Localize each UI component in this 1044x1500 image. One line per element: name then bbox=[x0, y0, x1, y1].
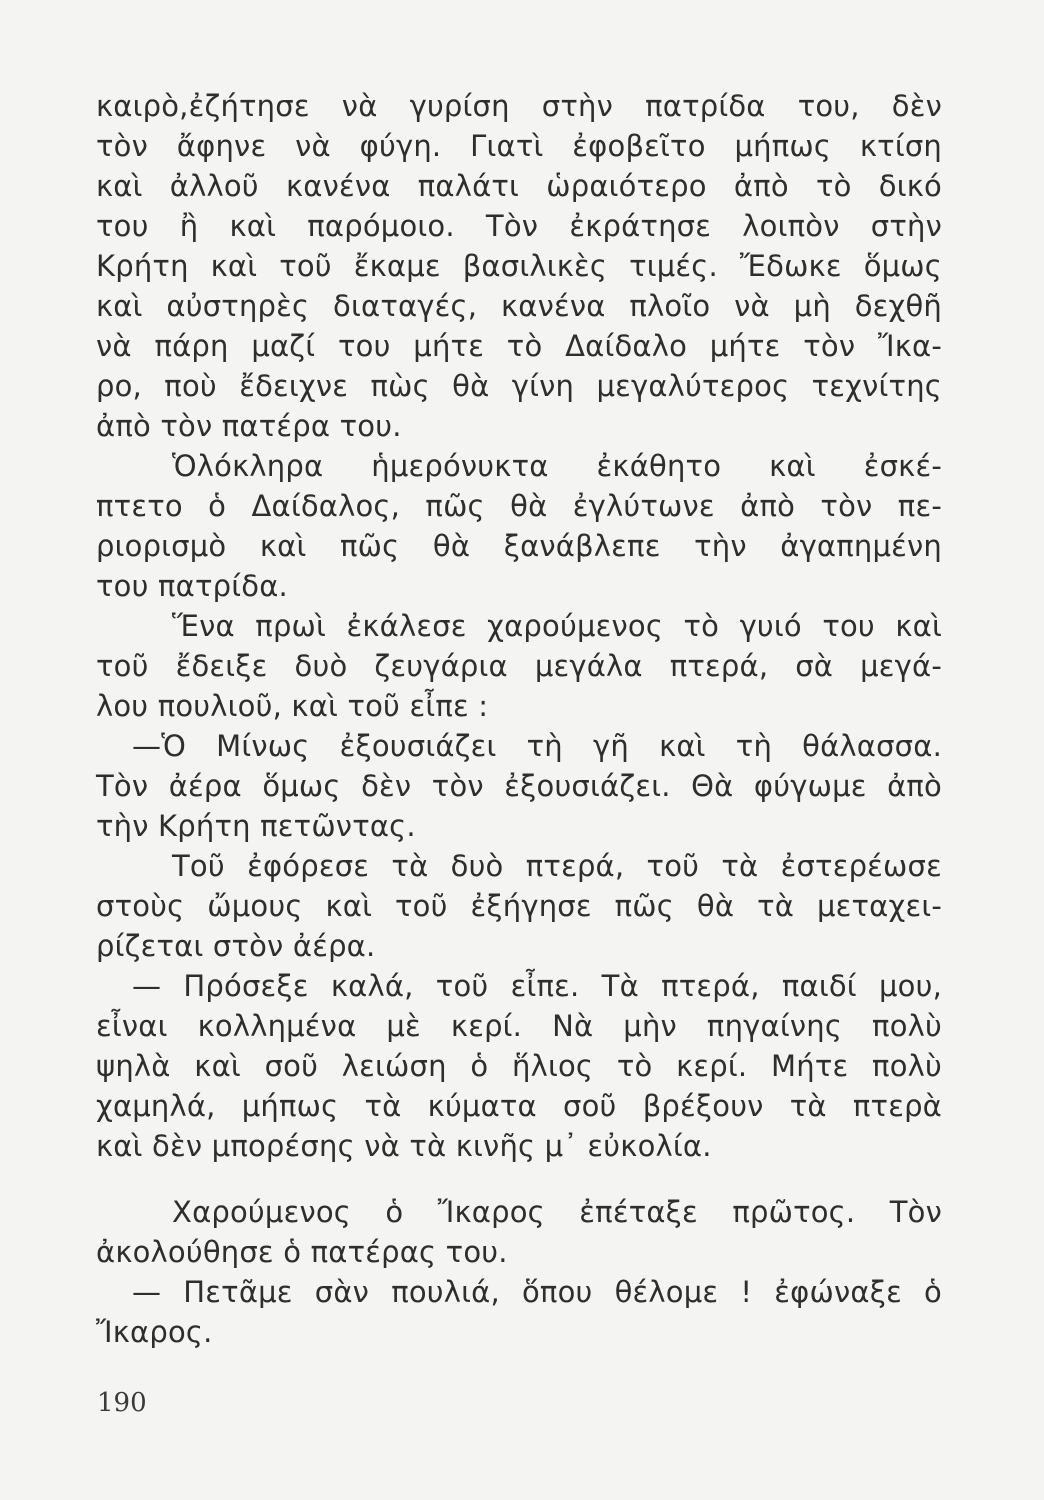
text-line: καὶ δὲν μπορέσης νὰ τὰ κινῆς μ᾽ εὐκολία. bbox=[96, 1129, 712, 1163]
body-text bbox=[96, 86, 942, 1352]
text-line: τὸν ἄφηνε νὰ φύγη. Γιατὶ ἐφοβεῖτο μήπως κτίση bbox=[96, 129, 942, 163]
text-line: Ἕνα πρωὶ ἐκάλεσε χαρούμενος τὸ γυιό του καὶ bbox=[172, 609, 942, 643]
text-line: Κρήτη καὶ τοῦ ἔκαμε βασιλικὲς τιμές. Ἔδωκε ὅμως bbox=[96, 249, 942, 283]
text-line: Τοῦ ἐφόρεσε τὰ δυὸ πτερά, τοῦ τὰ ἐστερέωσε bbox=[172, 849, 942, 883]
text-line: καιρὸ,ἐζήτησε νὰ γυρίση στὴν πατρίδα του, δὲν bbox=[96, 89, 942, 123]
text-line: ρο, ποὺ ἔδειχνε πὼς θὰ γίνη μεγαλύτερος τεχνίτης bbox=[96, 369, 942, 403]
paragraph-gap bbox=[96, 1166, 942, 1192]
text-line: εἶναι κολλημένα μὲ κερί. Νὰ μὴν πηγαίνης πολὺ bbox=[96, 1009, 942, 1043]
text-line: ἀπὸ τὸν πατέρα του. bbox=[96, 409, 402, 443]
text-line: χαμηλά, μήπως τὰ κύματα σοῦ βρέξουν τὰ πτερὰ bbox=[96, 1089, 942, 1123]
text-line: πτετο ὁ Δαίδαλος, πῶς θὰ ἐγλύτωνε ἀπὸ τὸν πε- bbox=[96, 489, 942, 523]
text-line: ριορισμὸ καὶ πῶς θὰ ξανάβλεπε τὴν ἀγαπημένη bbox=[96, 529, 942, 563]
text-line: —Ὁ Μίνως ἐξουσιάζει τὴ γῆ καὶ τὴ θάλασσα. bbox=[132, 729, 942, 763]
text-line: Χαρούμενος ὁ Ἴκαρος ἐπέταξε πρῶτος. Τὸν bbox=[172, 1195, 942, 1229]
text-line: τὴν Κρήτη πετῶντας. bbox=[96, 809, 416, 843]
text-line: του πατρίδα. bbox=[96, 569, 288, 603]
text-line: καὶ αὐστηρὲς διαταγές, κανένα πλοῖο νὰ μὴ δεχθῆ bbox=[96, 289, 942, 323]
page-number: 190 bbox=[97, 1388, 147, 1418]
text-line: στοὺς ὤμους καὶ τοῦ ἐξήγησε πῶς θὰ τὰ μεταχει- bbox=[96, 889, 942, 923]
text-line: Ὁλόκληρα ἡμερόνυκτα ἐκάθητο καὶ ἐσκέ- bbox=[172, 449, 942, 483]
text-line: Τὸν ἀέρα ὅμως δὲν τὸν ἐξουσιάζει. Θὰ φύγωμε ἀπὸ bbox=[96, 769, 942, 803]
text-line: ρίζεται στὸν ἀέρα. bbox=[96, 929, 376, 963]
text-line: ἀκολούθησε ὁ πατέρας του. bbox=[96, 1235, 508, 1269]
text-line: του ἢ καὶ παρόμοιο. Τὸν ἐκράτησε λοιπὸν στὴν bbox=[96, 209, 942, 243]
text-line: — Πρόσεξε καλά, τοῦ εἶπε. Τὰ πτερά, παιδί μου, bbox=[132, 969, 942, 1003]
text-line: ψηλὰ καὶ σοῦ λειώση ὁ ἥλιος τὸ κερί. Μήτε πολὺ bbox=[96, 1049, 942, 1083]
text-line: — Πετᾶμε σὰν πουλιά, ὅπου θέλομε ! ἐφώναξε ὁ bbox=[132, 1275, 942, 1309]
text-line: Ἴκαρος. bbox=[96, 1315, 213, 1349]
text-line: λου πουλιοῦ, καὶ τοῦ εἶπε : bbox=[96, 689, 489, 723]
text-line: τοῦ ἔδειξε δυὸ ζευγάρια μεγάλα πτερά, σὰ μεγά- bbox=[96, 649, 942, 683]
text-line: καὶ ἀλλοῦ κανένα παλάτι ὡραιότερο ἀπὸ τὸ δικό bbox=[96, 169, 942, 203]
text-line: νὰ πάρη μαζί του μήτε τὸ Δαίδαλο μήτε τὸν Ἴκα- bbox=[96, 329, 942, 363]
